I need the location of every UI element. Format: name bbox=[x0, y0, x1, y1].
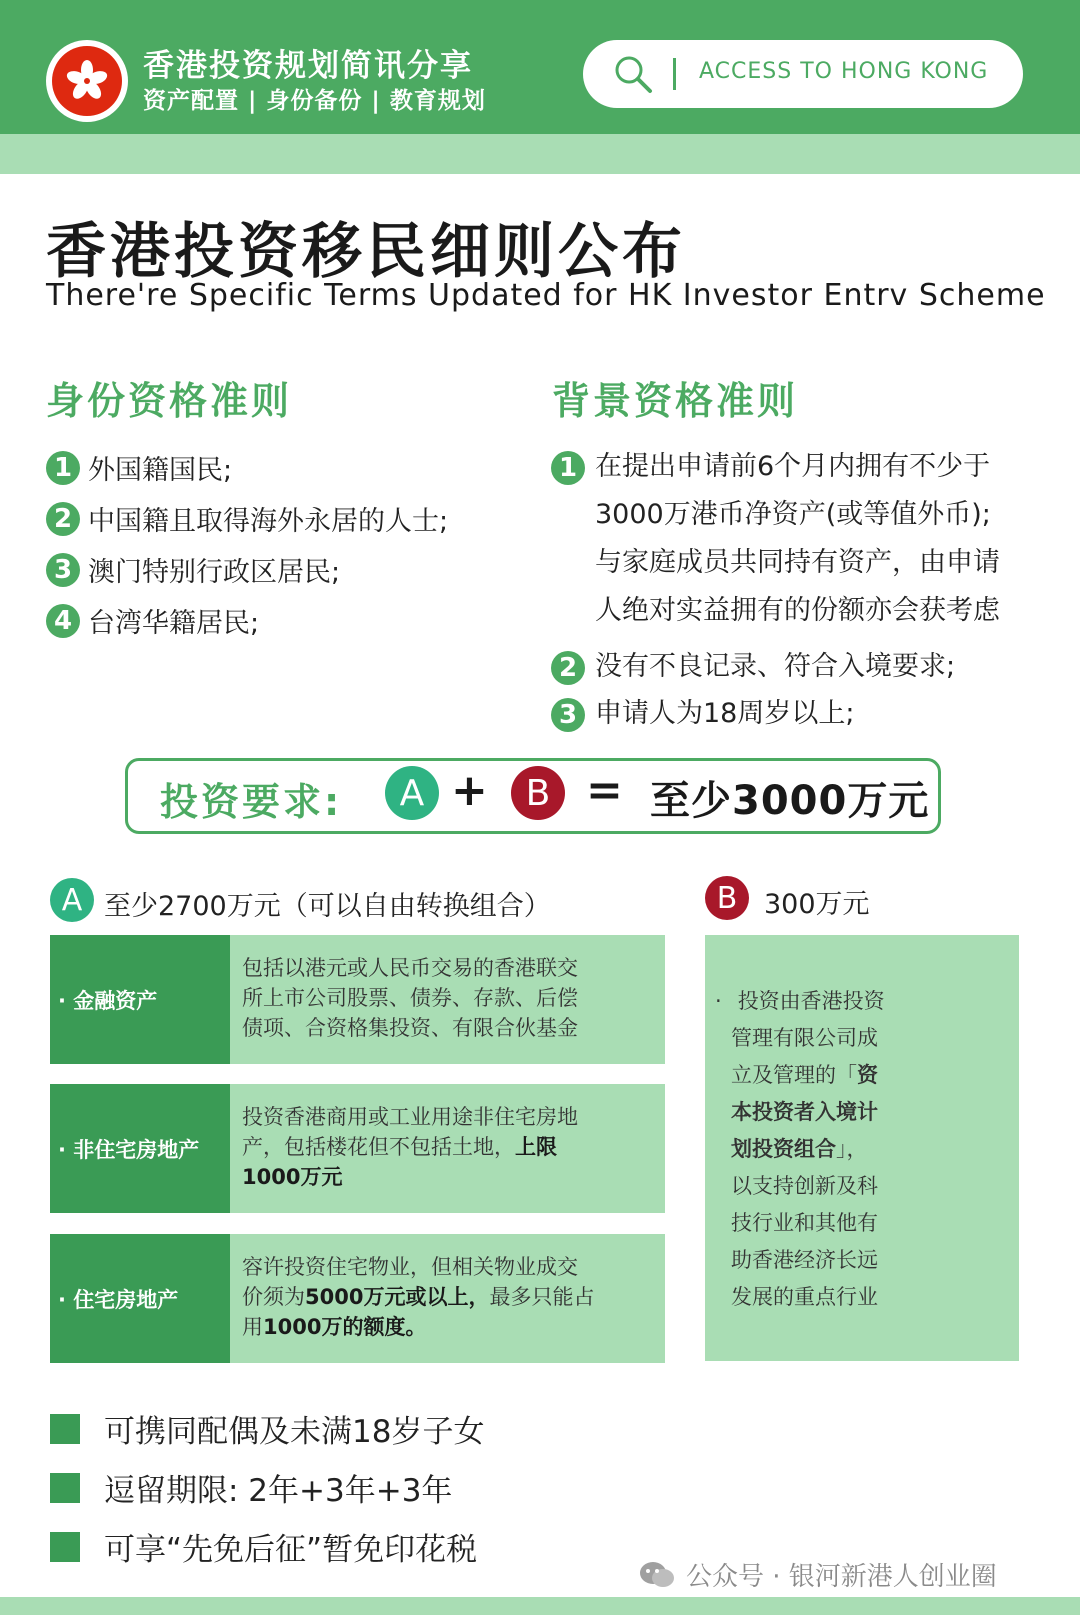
option-b-icon: B bbox=[705, 876, 749, 920]
asset-row-label: · 住宅房地产 bbox=[50, 1234, 230, 1363]
background-heading: 背景资格准则 bbox=[552, 379, 799, 423]
identity-item bbox=[46, 550, 340, 589]
option-a-heading: 至少2700万元（可以自由转换组合） bbox=[104, 891, 551, 922]
benefit-item: 逗留期限: 2年+3年+3年 bbox=[50, 1465, 452, 1510]
identity-item bbox=[46, 448, 232, 487]
asset-row-residential-property bbox=[50, 1234, 665, 1363]
identity-item bbox=[46, 499, 448, 538]
asset-row-label: · 非住宅房地产 bbox=[50, 1084, 230, 1213]
requirement-amount: 至少3000万元 bbox=[650, 778, 930, 824]
square-bullet-icon bbox=[50, 1414, 80, 1444]
wechat-icon bbox=[638, 1560, 676, 1590]
number-badge: 3 bbox=[551, 698, 585, 732]
search-bar[interactable] bbox=[583, 40, 1023, 108]
number-badge: 1 bbox=[551, 451, 585, 485]
header-stripe bbox=[0, 134, 1080, 174]
asset-row-text: 投资香港商用或工业用途非住宅房地 产，包括楼花但不包括土地，上限 1000万元 bbox=[242, 1105, 578, 1189]
search-divider bbox=[673, 58, 676, 90]
benefit-item: 可携同配偶及未满18岁子女 bbox=[50, 1406, 484, 1451]
background-item-line: 与家庭成员共同持有资产，由申请 bbox=[595, 547, 1000, 578]
requirement-label: 投资要求: bbox=[160, 780, 343, 824]
asset-row-text: 包括以港元或人民币交易的香港联交 所上市公司股票、债券、存款、后偿 债项、合资格集投资、有限合伙基金 bbox=[242, 956, 578, 1040]
identity-heading: 身份资格准则 bbox=[46, 379, 293, 423]
background-item-line: 申请人为18周岁以上; bbox=[595, 698, 855, 729]
identity-item-text: 外国籍国民; bbox=[88, 455, 233, 486]
benefit-item: 可享“先免后征”暂免印花税 bbox=[50, 1524, 477, 1569]
footer-stripe bbox=[0, 1597, 1080, 1615]
wechat-watermark: 公众号 · 银河新港人创业圈 bbox=[638, 1556, 997, 1593]
background-item bbox=[551, 643, 955, 691]
hk-flag-logo bbox=[46, 40, 128, 122]
number-badge: 4 bbox=[46, 604, 80, 638]
search-icon bbox=[613, 54, 653, 94]
page-title: 香港投资移民细则公布 bbox=[46, 217, 686, 287]
asset-row-text: 容许投资住宅物业，但相关物业成交 价须为5000万元或以上，最多只能占 用1000万的额度。 bbox=[242, 1255, 595, 1339]
option-b-heading: 300万元 bbox=[764, 889, 870, 920]
page-subtitle-en: There're Specific Terms Updated for HK Investor Entrv Scheme bbox=[46, 278, 1046, 313]
background-item-line: 人绝对实益拥有的份额亦会获考虑 bbox=[595, 595, 1000, 626]
identity-item-text: 澳门特别行政区居民; bbox=[88, 557, 341, 588]
asset-row-financial bbox=[50, 935, 665, 1064]
background-item-line: 3000万港币净资产(或等值外币); bbox=[595, 499, 991, 530]
identity-item-text: 中国籍且取得海外永居的人士; bbox=[88, 506, 449, 537]
investment-requirement-box bbox=[125, 758, 941, 834]
identity-item bbox=[46, 601, 259, 640]
background-item bbox=[551, 690, 854, 738]
option-b-text: · 投资由香港投资 管理有限公司成 立及管理的「资 本投资者入境计 划投资组合」， 以支持创新及科 技行业和其他有 助香港经济长远 发展的重点行业 bbox=[715, 989, 885, 1309]
square-bullet-icon bbox=[50, 1473, 80, 1503]
number-badge: 2 bbox=[46, 502, 80, 536]
option-b-badge: B bbox=[511, 766, 565, 820]
option-b-box bbox=[705, 935, 1019, 1361]
background-item-line: 在提出申请前6个月内拥有不少于 bbox=[595, 451, 991, 482]
search-text: ACCESS TO HONG KONG bbox=[699, 59, 989, 84]
number-badge: 3 bbox=[46, 553, 80, 587]
asset-row-label: · 金融资产 bbox=[50, 935, 230, 1064]
bauhinia-icon bbox=[52, 46, 122, 116]
brand-subtitle: 资产配置 | 身份备份 | 教育规划 bbox=[143, 88, 486, 114]
brand-title: 香港投资规划简讯分享 bbox=[143, 48, 473, 84]
identity-item-text: 台湾华籍居民; bbox=[88, 608, 260, 639]
asset-row-commercial-property bbox=[50, 1084, 665, 1213]
square-bullet-icon bbox=[50, 1532, 80, 1562]
number-badge: 1 bbox=[46, 451, 80, 485]
number-badge: 2 bbox=[551, 651, 585, 685]
equals-sign: = bbox=[586, 765, 623, 816]
background-item-line: 没有不良记录、符合入境要求; bbox=[595, 651, 956, 682]
background-item bbox=[551, 443, 1000, 635]
option-a-icon: A bbox=[50, 878, 94, 922]
option-a-badge: A bbox=[385, 766, 439, 820]
plus-sign: + bbox=[451, 765, 488, 816]
